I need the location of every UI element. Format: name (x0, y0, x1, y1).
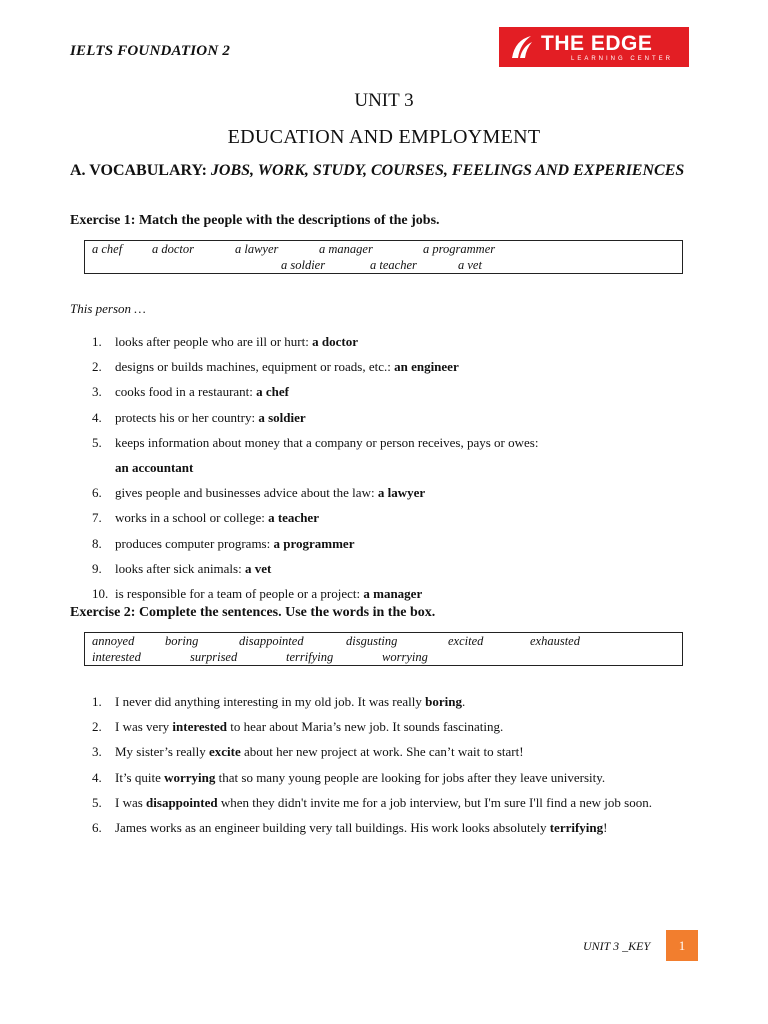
word-box-item: a chef (92, 242, 123, 256)
section-label: A. VOCABULARY: (70, 162, 211, 179)
item-number: 6. (92, 485, 102, 501)
word-box-item: annoyed (92, 634, 135, 648)
word-box-item: interested (92, 650, 141, 664)
item-answer: a vet (244, 560, 272, 576)
item-text: I was very (115, 719, 173, 735)
word-box-item: a teacher (370, 258, 417, 272)
list-item (92, 765, 652, 790)
item-number: 10. (92, 586, 109, 602)
list-item (92, 505, 692, 530)
exercise-1-list (92, 329, 692, 606)
item-number: 9. (92, 560, 102, 576)
item-number: 2. (92, 359, 102, 375)
item-answer: terrifying (549, 820, 604, 836)
item-text: I was (115, 794, 147, 810)
list-item (92, 329, 692, 354)
logo-swoosh-icon (509, 34, 535, 60)
exercise-1-title: Exercise 1: Match the people with the descriptions of the jobs. (70, 213, 440, 228)
list-item (92, 815, 652, 840)
item-text: is responsible for a team of people or a project: (115, 586, 364, 602)
word-box-item: a soldier (281, 258, 326, 272)
item-answer: a programmer (273, 535, 355, 551)
item-number: 8. (92, 535, 102, 551)
word-box-item: a manager (319, 242, 373, 256)
item-number: 4. (92, 769, 102, 785)
footer-label: UNIT 3 _KEY (583, 939, 651, 953)
section-heading (70, 160, 690, 181)
item-text: designs or builds machines, equipment or roads, etc.: (115, 359, 395, 375)
exercise-2-title: Exercise 2: Complete the sentences. Use the words in the box. (70, 605, 436, 620)
page-number: 1 (666, 930, 698, 961)
exercise-1-intro: This person … (70, 301, 146, 316)
item-text: gives people and businesses advice about the law: (115, 485, 378, 501)
exercise-2-word-box (84, 632, 683, 666)
list-item (92, 790, 652, 815)
item-number: 5. (92, 794, 102, 810)
item-text: My sister’s really (115, 744, 209, 760)
word-box-item: terrifying (286, 650, 334, 664)
item-answer: excite (209, 744, 241, 760)
item-number: 1. (92, 694, 102, 709)
item-number: 6. (92, 820, 102, 836)
word-box-item: disgusting (346, 634, 398, 648)
item-number: 4. (92, 409, 102, 425)
word-box-item: a lawyer (235, 242, 279, 256)
logo-sub-text: LEARNING CENTER (571, 55, 674, 62)
list-item (92, 689, 652, 714)
item-answer: an accountant (115, 460, 194, 476)
item-number: 3. (92, 744, 102, 760)
item-text: that so many young people are looking for jobs after they leave university. (215, 769, 606, 785)
exercise-2-list (92, 689, 652, 840)
word-box-item: surprised (190, 650, 238, 664)
item-answer: a soldier (258, 409, 306, 425)
unit-subtitle: EDUCATION AND EMPLOYMENT (227, 126, 541, 148)
item-text: about her new project at work. She can’t wait to start! (240, 744, 524, 760)
item-text: It’s quite (115, 769, 165, 785)
item-text: works in a school or college: (115, 510, 269, 526)
item-number: 5. (92, 434, 102, 450)
item-answer: disappointed (146, 794, 218, 810)
word-box-item: a programmer (423, 242, 496, 256)
list-item (92, 379, 692, 404)
item-answer: an engineer (394, 359, 459, 375)
list-item (92, 354, 692, 379)
item-text: to hear about Maria’s new job. It sounds fascinating. (227, 719, 504, 735)
item-text: keeps information about money that a company or person receives, pays or owes: (115, 434, 539, 450)
item-answer: a chef (256, 384, 290, 400)
item-answer: boring (425, 694, 462, 709)
list-item (92, 531, 692, 556)
list-item (92, 405, 692, 430)
course-title: IELTS FOUNDATION 2 (70, 43, 231, 59)
the-edge-logo (499, 27, 689, 67)
item-text: cooks food in a restaurant: (115, 384, 257, 400)
item-answer: interested (172, 719, 228, 735)
item-text: looks after people who are ill or hurt: (115, 334, 313, 349)
item-text: James works as an engineer building very tall buildings. His work looks absolutely (115, 820, 550, 836)
section-topic: JOBS, WORK, STUDY, COURSES, FEELINGS AND EXPERIENCES (210, 162, 685, 179)
logo-main-text: THE EDGE (541, 31, 653, 55)
word-box-item: boring (165, 634, 199, 648)
word-box-item: exhausted (530, 634, 580, 648)
item-number: 1. (92, 334, 102, 349)
item-number: 7. (92, 510, 102, 526)
item-text: produces computer programs: (115, 535, 274, 551)
item-number: 2. (92, 719, 102, 735)
word-box-item: excited (448, 634, 484, 648)
item-text: I never did anything interesting in my old job. It was really (115, 694, 426, 709)
exercise-1-word-box (84, 240, 683, 274)
list-item (92, 581, 692, 606)
item-text: looks after sick animals: (115, 560, 245, 576)
word-box-item: a doctor (152, 242, 195, 256)
item-answer: a doctor (312, 334, 358, 349)
item-answer: a teacher (268, 510, 319, 526)
list-item (92, 430, 692, 480)
list-item (92, 714, 652, 739)
item-text: when they didn't invite me for a job interview, but I'm sure I'll find a new job soon. (217, 794, 652, 810)
item-answer: a lawyer (377, 485, 426, 501)
item-answer: a manager (363, 586, 423, 602)
item-number: 3. (92, 384, 102, 400)
word-box-item: a vet (458, 258, 482, 272)
list-item (92, 480, 692, 505)
unit-title: UNIT 3 (354, 90, 414, 111)
word-box-item: worrying (382, 650, 428, 664)
list-item (92, 556, 692, 581)
item-text: ! (603, 820, 608, 836)
item-text: . (461, 694, 466, 709)
item-answer: worrying (164, 769, 216, 785)
word-box-item: disappointed (239, 634, 304, 648)
list-item (92, 739, 652, 764)
item-text: protects his or her country: (115, 409, 259, 425)
